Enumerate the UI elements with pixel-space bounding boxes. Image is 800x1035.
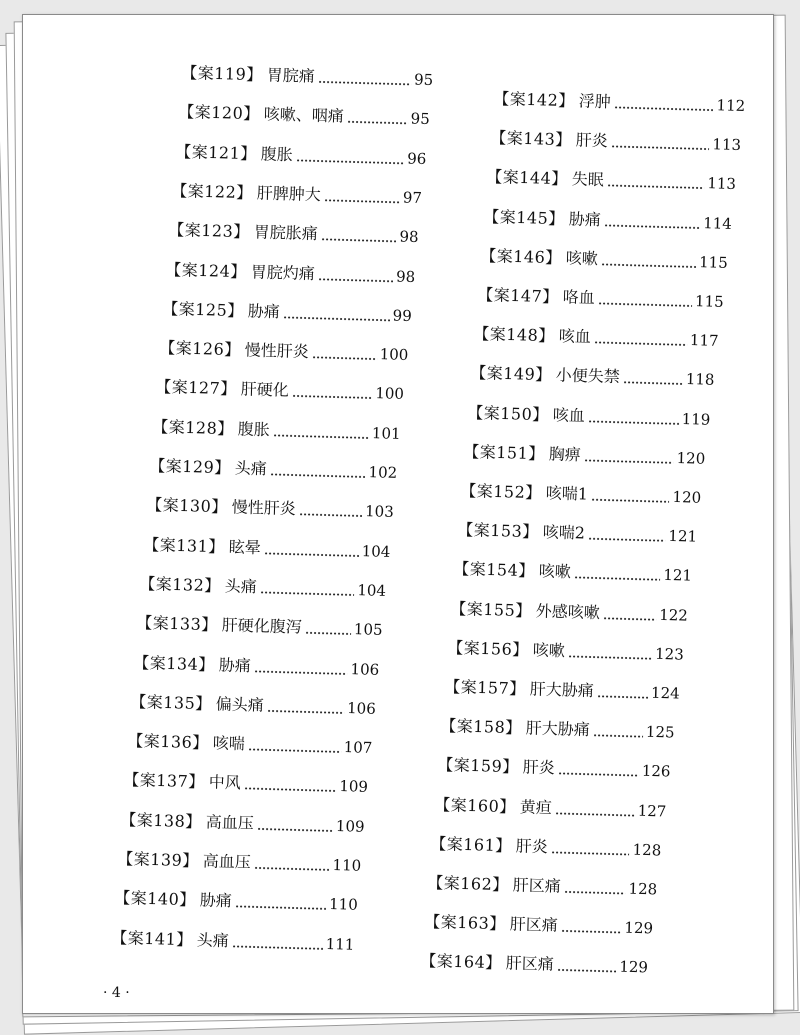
page-ref: 114 bbox=[703, 213, 733, 233]
dot-leader bbox=[254, 867, 330, 871]
dot-leader bbox=[557, 969, 617, 973]
case-number: 【案156】 bbox=[446, 637, 529, 660]
case-number: 【案154】 bbox=[453, 559, 536, 581]
page-ref: 111 bbox=[325, 934, 355, 954]
dot-leader bbox=[594, 342, 687, 347]
dot-leader bbox=[282, 316, 389, 321]
toc-entry bbox=[434, 791, 667, 821]
dot-leader bbox=[560, 930, 621, 934]
dot-leader bbox=[318, 278, 393, 282]
toc-entry bbox=[440, 712, 675, 743]
page-ref: 126 bbox=[641, 762, 671, 781]
toc-entry bbox=[171, 177, 422, 208]
case-title: 腹胀 bbox=[260, 143, 293, 164]
case-title: 头痛 bbox=[196, 929, 229, 950]
case-title: 腹胀 bbox=[237, 419, 271, 439]
case-number: 【案157】 bbox=[443, 677, 526, 699]
case-number: 【案151】 bbox=[463, 441, 546, 464]
case-number: 【案121】 bbox=[174, 141, 257, 163]
page-ref: 106 bbox=[350, 659, 380, 679]
case-number: 【案142】 bbox=[493, 89, 576, 111]
toc-entry bbox=[477, 281, 724, 312]
case-number: 【案153】 bbox=[456, 520, 539, 542]
case-number: 【案139】 bbox=[117, 849, 200, 871]
case-number: 【案138】 bbox=[120, 809, 203, 831]
case-title: 头痛 bbox=[224, 576, 258, 597]
page-ref: 106 bbox=[346, 698, 376, 718]
toc-entry bbox=[127, 727, 373, 758]
case-title: 肝区痛 bbox=[505, 953, 555, 975]
case-title: 肝脾肿大 bbox=[256, 183, 322, 205]
case-number: 【案131】 bbox=[142, 534, 225, 556]
toc-entry bbox=[450, 595, 688, 626]
case-title: 肝大胁痛 bbox=[525, 718, 591, 740]
page-ref: 97 bbox=[403, 188, 423, 207]
dot-leader bbox=[324, 199, 400, 203]
dot-leader bbox=[254, 670, 348, 675]
case-number: 【案145】 bbox=[483, 206, 566, 228]
case-title: 咳血 bbox=[558, 326, 592, 347]
page-ref: 120 bbox=[672, 487, 702, 507]
toc-entry bbox=[146, 491, 394, 522]
case-number: 【案155】 bbox=[450, 598, 533, 620]
page-ref: 122 bbox=[659, 605, 689, 625]
toc-entry bbox=[130, 688, 376, 719]
dot-leader bbox=[607, 185, 705, 190]
case-number: 【案161】 bbox=[430, 833, 513, 856]
case-number: 【案133】 bbox=[136, 613, 219, 635]
page-ref: 96 bbox=[406, 149, 427, 168]
page-ref: 115 bbox=[698, 252, 728, 272]
dot-leader bbox=[558, 773, 639, 777]
toc-entry bbox=[427, 869, 658, 899]
case-title: 头痛 bbox=[234, 458, 268, 479]
page-ref: 109 bbox=[335, 816, 366, 836]
toc-entry bbox=[162, 295, 412, 326]
toc-entry bbox=[168, 216, 419, 247]
toc-entry bbox=[486, 163, 736, 194]
page-ref: 104 bbox=[361, 541, 391, 561]
page-ref: 125 bbox=[645, 722, 676, 742]
page-ref: 113 bbox=[707, 174, 737, 194]
dot-leader bbox=[346, 121, 407, 125]
case-number: 【案129】 bbox=[149, 456, 232, 478]
dot-leader bbox=[603, 617, 657, 620]
case-title: 咳血 bbox=[552, 404, 585, 425]
dot-leader bbox=[564, 891, 626, 895]
toc-entry bbox=[460, 477, 702, 508]
case-number: 【案120】 bbox=[177, 102, 260, 124]
dot-leader bbox=[600, 263, 695, 268]
toc-entry bbox=[149, 452, 398, 483]
page-ref: 129 bbox=[623, 918, 654, 938]
case-title: 胃脘胀痛 bbox=[253, 222, 319, 244]
case-title: 黄疸 bbox=[519, 796, 552, 817]
toc-entry bbox=[444, 673, 680, 704]
case-number: 【案127】 bbox=[155, 377, 238, 399]
page-ref: 100 bbox=[379, 345, 409, 365]
case-number: 【案126】 bbox=[158, 338, 241, 360]
toc-entry bbox=[483, 203, 732, 234]
page-ref: 105 bbox=[353, 620, 384, 640]
case-title: 肝炎 bbox=[575, 130, 608, 151]
case-title: 小便失禁 bbox=[555, 365, 620, 387]
page-ref: 127 bbox=[637, 801, 667, 821]
dot-leader bbox=[591, 499, 670, 503]
page-ref: 115 bbox=[694, 292, 724, 311]
dot-leader bbox=[597, 302, 691, 307]
case-number: 【案146】 bbox=[479, 245, 562, 268]
page-ref: 103 bbox=[364, 502, 394, 522]
case-title: 中风 bbox=[208, 772, 242, 793]
dot-leader bbox=[610, 146, 709, 151]
case-number: 【案149】 bbox=[469, 363, 552, 385]
toc-entry bbox=[123, 766, 368, 797]
case-number: 【案164】 bbox=[420, 951, 503, 973]
toc-entry bbox=[143, 531, 391, 562]
case-number: 【案143】 bbox=[489, 128, 572, 150]
case-title: 肝大胁痛 bbox=[529, 679, 594, 701]
toc-entry bbox=[473, 320, 719, 351]
page-ref: 117 bbox=[689, 331, 720, 351]
case-number: 【案123】 bbox=[168, 220, 251, 242]
dot-leader bbox=[244, 788, 337, 793]
case-number: 【案134】 bbox=[133, 652, 216, 674]
dot-leader bbox=[551, 851, 630, 855]
page-ref: 109 bbox=[339, 777, 369, 797]
case-number: 【案152】 bbox=[460, 481, 543, 503]
case-number: 【案135】 bbox=[129, 691, 212, 714]
case-title: 胁痛 bbox=[199, 890, 232, 911]
case-title: 咳嗽 bbox=[538, 561, 572, 582]
case-number: 【案159】 bbox=[436, 755, 519, 777]
toc-entry bbox=[117, 845, 362, 876]
case-title: 咯血 bbox=[562, 287, 595, 308]
page-number: · 4 · bbox=[103, 985, 130, 1001]
toc-entry bbox=[178, 98, 430, 129]
case-title: 咳嗽 bbox=[532, 640, 565, 661]
case-number: 【案140】 bbox=[113, 888, 196, 910]
case-number: 【案158】 bbox=[440, 716, 523, 738]
case-title: 肝区痛 bbox=[509, 914, 558, 935]
page-ref: 119 bbox=[681, 409, 711, 429]
case-number: 【案130】 bbox=[145, 495, 228, 517]
page-ref: 128 bbox=[632, 840, 662, 860]
dot-leader bbox=[614, 106, 714, 111]
dot-leader bbox=[623, 382, 683, 386]
case-title: 咳喘1 bbox=[545, 483, 589, 504]
page-ref: 110 bbox=[328, 895, 358, 915]
page-ref: 113 bbox=[711, 135, 742, 155]
case-title: 咳嗽、咽痛 bbox=[263, 104, 344, 126]
case-title: 肝炎 bbox=[515, 836, 549, 857]
toc-entry bbox=[420, 947, 648, 977]
dot-leader bbox=[270, 473, 366, 478]
toc-entry bbox=[424, 908, 653, 938]
dot-leader bbox=[263, 552, 358, 557]
toc-entry bbox=[463, 438, 706, 469]
toc-entry bbox=[453, 555, 692, 586]
case-title: 肝区痛 bbox=[512, 875, 562, 896]
case-title: 胸痹 bbox=[548, 444, 582, 465]
case-title: 肝硬化 bbox=[240, 379, 290, 401]
toc-entry bbox=[175, 138, 427, 169]
page-ref: 101 bbox=[371, 423, 402, 443]
case-number: 【案122】 bbox=[171, 180, 254, 203]
case-number: 【案150】 bbox=[466, 402, 549, 424]
toc-entry bbox=[437, 751, 671, 782]
page-ref: 110 bbox=[332, 856, 362, 875]
page-ref: 104 bbox=[357, 580, 387, 600]
case-title: 慢性肝炎 bbox=[244, 340, 309, 362]
page-ref: 121 bbox=[667, 527, 698, 546]
dot-leader bbox=[554, 812, 634, 816]
toc-entry bbox=[155, 373, 404, 404]
toc-entry bbox=[111, 924, 355, 955]
dot-leader bbox=[292, 395, 373, 399]
case-number: 【案160】 bbox=[433, 794, 516, 816]
case-number: 【案136】 bbox=[126, 731, 209, 753]
dot-leader bbox=[260, 591, 355, 596]
toc-entry bbox=[430, 830, 662, 860]
case-number: 【案147】 bbox=[476, 285, 559, 307]
case-title: 胃脘痛 bbox=[266, 65, 316, 86]
page-ref: 98 bbox=[395, 266, 416, 286]
page-ref: 123 bbox=[654, 644, 684, 664]
dot-leader bbox=[604, 224, 701, 229]
toc-entry bbox=[114, 884, 358, 915]
page-ref: 120 bbox=[676, 448, 706, 468]
case-title: 外感咳嗽 bbox=[535, 600, 601, 622]
case-title: 咳嗽 bbox=[565, 248, 598, 269]
page-ref: 98 bbox=[399, 227, 420, 247]
page-ref: 107 bbox=[343, 738, 373, 757]
toc-page bbox=[22, 14, 774, 1014]
dot-leader bbox=[266, 710, 343, 714]
case-number: 【案162】 bbox=[427, 873, 510, 895]
case-number: 【案144】 bbox=[486, 167, 569, 189]
case-number: 【案119】 bbox=[181, 63, 264, 85]
dot-leader bbox=[587, 420, 678, 425]
case-title: 咳喘 bbox=[212, 733, 245, 754]
dot-leader bbox=[574, 577, 661, 581]
toc-entry bbox=[470, 359, 715, 390]
page-ref: 124 bbox=[650, 683, 680, 703]
toc-entry bbox=[165, 256, 416, 287]
page-ref: 95 bbox=[410, 109, 430, 129]
case-number: 【案141】 bbox=[110, 927, 193, 949]
case-title: 胁痛 bbox=[568, 208, 602, 229]
dot-leader bbox=[593, 734, 643, 737]
toc-entry bbox=[120, 806, 365, 837]
dot-leader bbox=[257, 828, 333, 832]
case-title: 慢性肝炎 bbox=[231, 497, 296, 519]
case-number: 【案124】 bbox=[165, 259, 248, 281]
case-number: 【案163】 bbox=[423, 912, 506, 934]
toc-entry bbox=[493, 85, 746, 116]
case-title: 浮肿 bbox=[578, 91, 612, 112]
dot-leader bbox=[584, 459, 674, 464]
dot-leader bbox=[247, 748, 340, 753]
case-title: 肝硬化腹泻 bbox=[221, 615, 303, 637]
toc-entry bbox=[181, 59, 434, 90]
page-ref: 118 bbox=[685, 370, 715, 390]
page-ref: 100 bbox=[375, 384, 405, 404]
page-ref: 112 bbox=[716, 96, 746, 116]
toc-entry bbox=[480, 242, 728, 273]
page-ref: 99 bbox=[392, 306, 412, 325]
case-number: 【案125】 bbox=[161, 298, 244, 321]
case-number: 【案148】 bbox=[473, 324, 556, 346]
dot-leader bbox=[311, 356, 376, 360]
case-title: 偏头痛 bbox=[215, 694, 264, 715]
dot-leader bbox=[295, 159, 404, 164]
toc-entry bbox=[136, 609, 383, 640]
case-title: 高血压 bbox=[202, 851, 252, 872]
toc-entry bbox=[159, 334, 409, 365]
case-title: 肝炎 bbox=[522, 757, 555, 778]
case-number: 【案137】 bbox=[123, 770, 206, 792]
dot-leader bbox=[318, 81, 411, 86]
page-ref: 129 bbox=[619, 957, 649, 977]
toc-entry bbox=[490, 124, 741, 155]
case-title: 咳喘2 bbox=[542, 522, 585, 543]
toc-entry bbox=[447, 634, 684, 665]
case-title: 高血压 bbox=[205, 812, 255, 833]
dot-leader bbox=[321, 238, 397, 242]
toc-entry bbox=[152, 413, 401, 444]
case-title: 胁痛 bbox=[218, 654, 252, 675]
dot-leader bbox=[567, 655, 651, 659]
case-title: 失眠 bbox=[571, 169, 605, 190]
toc-entry bbox=[457, 516, 697, 547]
dot-leader bbox=[231, 945, 322, 950]
dot-leader bbox=[234, 906, 325, 911]
page-ref: 121 bbox=[663, 566, 693, 586]
dot-leader bbox=[298, 514, 361, 518]
case-number: 【案132】 bbox=[139, 573, 222, 596]
case-title: 胃脘灼痛 bbox=[250, 261, 316, 283]
page-ref: 102 bbox=[368, 463, 398, 482]
page-ref: 128 bbox=[628, 879, 658, 899]
page-ref: 95 bbox=[413, 70, 434, 90]
dot-leader bbox=[273, 434, 369, 439]
toc-entry bbox=[139, 570, 386, 601]
dot-leader bbox=[305, 632, 351, 635]
toc-entry bbox=[467, 399, 711, 430]
case-title: 胁痛 bbox=[247, 301, 280, 322]
dot-leader bbox=[596, 695, 647, 698]
dot-leader bbox=[587, 538, 665, 542]
toc-entry bbox=[133, 649, 380, 680]
case-number: 【案128】 bbox=[152, 416, 235, 438]
case-title: 眩晕 bbox=[228, 536, 261, 557]
